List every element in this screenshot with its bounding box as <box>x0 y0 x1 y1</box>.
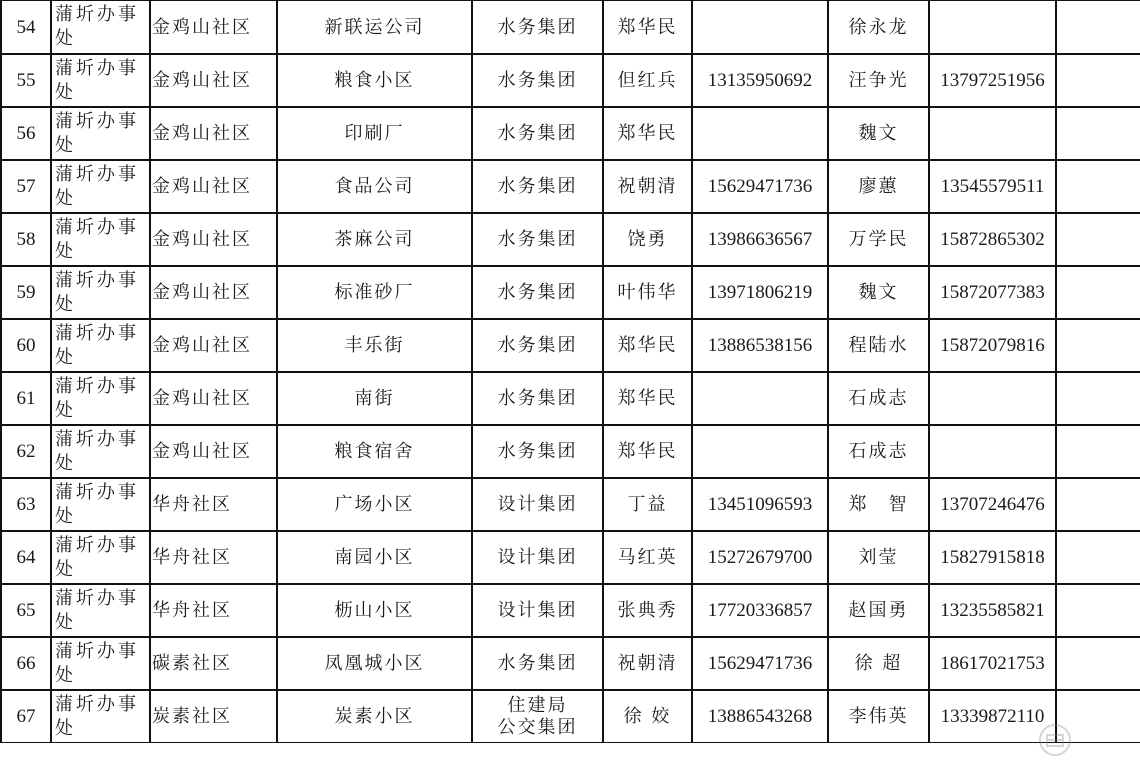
office-line-1: 蒲圻办事 <box>55 163 139 185</box>
note-cell <box>1056 54 1140 107</box>
office-line-2: 处 <box>55 187 73 209</box>
leader-phone-cell <box>692 425 828 478</box>
contact-phone-cell: 15872079816 <box>929 319 1056 372</box>
office-cell <box>51 584 150 637</box>
leader-cell: 祝朝清 <box>603 160 692 213</box>
contact-phone-cell: 15872865302 <box>929 213 1056 266</box>
unit-cell: 水务集团 <box>472 266 603 319</box>
leader-cell: 但红兵 <box>603 54 692 107</box>
row-number: 56 <box>1 107 51 160</box>
contact-cell: 李伟英 <box>828 690 929 743</box>
leader-cell: 徐 姣 <box>603 690 692 743</box>
table-row <box>1 1 1140 55</box>
unit-line: 住建局 <box>507 694 568 716</box>
row-number: 57 <box>1 160 51 213</box>
contact-phone-cell <box>929 107 1056 160</box>
office-cell <box>51 54 150 107</box>
contact-phone-cell: 13339872110 <box>929 690 1056 743</box>
note-cell <box>1056 478 1140 531</box>
leader-phone-cell: 15629471736 <box>692 637 828 690</box>
office-line-1: 蒲圻办事 <box>55 57 139 79</box>
unit-cell: 设计集团 <box>472 531 603 584</box>
note-cell <box>1056 637 1140 690</box>
table-row <box>1 637 1140 690</box>
row-number: 63 <box>1 478 51 531</box>
leader-phone-cell: 13135950692 <box>692 54 828 107</box>
leader-phone-cell: 17720336857 <box>692 584 828 637</box>
table-row <box>1 319 1140 372</box>
table-row <box>1 107 1140 160</box>
office-line-1: 蒲圻办事 <box>55 534 139 556</box>
contact-phone-cell: 13797251956 <box>929 54 1056 107</box>
note-cell <box>1056 425 1140 478</box>
note-cell <box>1056 319 1140 372</box>
row-number: 54 <box>1 1 51 55</box>
community-cell: 华舟社区 <box>150 478 277 531</box>
table-body <box>1 1 1140 743</box>
office-cell <box>51 160 150 213</box>
community-cell: 金鸡山社区 <box>150 372 277 425</box>
watermark <box>1038 720 1134 760</box>
leader-phone-cell: 13986636567 <box>692 213 828 266</box>
estate-cell: 标准砂厂 <box>277 266 472 319</box>
leader-phone-cell: 15272679700 <box>692 531 828 584</box>
estate-cell: 茶麻公司 <box>277 213 472 266</box>
community-cell: 炭素社区 <box>150 690 277 743</box>
contact-cell: 赵国勇 <box>828 584 929 637</box>
office-cell <box>51 425 150 478</box>
leader-phone-cell: 13886543268 <box>692 690 828 743</box>
contact-cell: 石成志 <box>828 372 929 425</box>
table-row <box>1 531 1140 584</box>
office-cell <box>51 213 150 266</box>
note-cell <box>1056 160 1140 213</box>
contact-phone-cell: 15872077383 <box>929 266 1056 319</box>
unit-cell <box>472 690 603 743</box>
table-row <box>1 478 1140 531</box>
estate-cell: 粮食小区 <box>277 54 472 107</box>
office-line-2: 处 <box>55 399 73 421</box>
table-row <box>1 372 1140 425</box>
contact-cell: 石成志 <box>828 425 929 478</box>
note-cell <box>1056 531 1140 584</box>
office-line-1: 蒲圻办事 <box>55 481 139 503</box>
row-number: 67 <box>1 690 51 743</box>
estate-cell: 南街 <box>277 372 472 425</box>
table-row <box>1 425 1140 478</box>
community-cell: 金鸡山社区 <box>150 107 277 160</box>
row-number: 60 <box>1 319 51 372</box>
leader-phone-cell <box>692 372 828 425</box>
contact-phone-cell <box>929 425 1056 478</box>
community-cell: 华舟社区 <box>150 584 277 637</box>
office-line-2: 处 <box>55 505 73 527</box>
leader-cell: 郑华民 <box>603 107 692 160</box>
unit-cell: 水务集团 <box>472 372 603 425</box>
contact-phone-cell <box>929 372 1056 425</box>
row-number: 59 <box>1 266 51 319</box>
community-cell: 金鸡山社区 <box>150 319 277 372</box>
row-number: 66 <box>1 637 51 690</box>
office-line-2: 处 <box>55 81 73 103</box>
contact-cell: 魏文 <box>828 107 929 160</box>
office-cell <box>51 1 150 55</box>
unit-cell: 水务集团 <box>472 425 603 478</box>
table-row <box>1 266 1140 319</box>
unit-cell: 水务集团 <box>472 637 603 690</box>
estate-cell: 新联运公司 <box>277 1 472 55</box>
community-cell: 金鸡山社区 <box>150 54 277 107</box>
office-line-1: 蒲圻办事 <box>55 216 139 238</box>
leader-phone-cell: 13971806219 <box>692 266 828 319</box>
office-cell <box>51 478 150 531</box>
estate-cell: 南园小区 <box>277 531 472 584</box>
leader-cell: 饶勇 <box>603 213 692 266</box>
office-cell <box>51 372 150 425</box>
office-line-1: 蒲圻办事 <box>55 640 139 662</box>
note-cell <box>1056 372 1140 425</box>
community-cell: 华舟社区 <box>150 531 277 584</box>
contact-cell: 廖蕙 <box>828 160 929 213</box>
contact-phone-cell: 13545579511 <box>929 160 1056 213</box>
row-number: 62 <box>1 425 51 478</box>
row-number: 58 <box>1 213 51 266</box>
contact-phone-cell: 13707246476 <box>929 478 1056 531</box>
note-cell <box>1056 266 1140 319</box>
leader-cell: 郑华民 <box>603 372 692 425</box>
community-cell: 金鸡山社区 <box>150 1 277 55</box>
office-cell <box>51 531 150 584</box>
leader-cell: 叶伟华 <box>603 266 692 319</box>
community-cell: 金鸡山社区 <box>150 266 277 319</box>
row-number: 61 <box>1 372 51 425</box>
row-number: 55 <box>1 54 51 107</box>
unit-cell: 水务集团 <box>472 213 603 266</box>
office-line-2: 处 <box>55 664 73 686</box>
leader-cell: 郑华民 <box>603 1 692 55</box>
unit-cell: 设计集团 <box>472 478 603 531</box>
office-line-1: 蒲圻办事 <box>55 693 139 715</box>
estate-cell: 广场小区 <box>277 478 472 531</box>
community-cell: 金鸡山社区 <box>150 160 277 213</box>
leader-cell: 丁益 <box>603 478 692 531</box>
row-number: 64 <box>1 531 51 584</box>
note-cell <box>1056 1 1140 55</box>
contact-phone-cell: 18617021753 <box>929 637 1056 690</box>
office-line-2: 处 <box>55 134 73 156</box>
leader-phone-cell <box>692 1 828 55</box>
community-cell: 金鸡山社区 <box>150 425 277 478</box>
office-line-2: 处 <box>55 240 73 262</box>
office-line-2: 处 <box>55 452 73 474</box>
note-cell <box>1056 584 1140 637</box>
unit-cell: 设计集团 <box>472 584 603 637</box>
contact-cell: 徐永龙 <box>828 1 929 55</box>
leader-phone-cell: 13451096593 <box>692 478 828 531</box>
office-line-1: 蒲圻办事 <box>55 375 139 397</box>
office-line-1: 蒲圻办事 <box>55 110 139 132</box>
table-row <box>1 584 1140 637</box>
office-line-1: 蒲圻办事 <box>55 4 139 25</box>
contact-cell: 万学民 <box>828 213 929 266</box>
office-line-1: 蒲圻办事 <box>55 322 139 344</box>
contact-phone-cell: 13235585821 <box>929 584 1056 637</box>
leader-phone-cell <box>692 107 828 160</box>
estate-cell: 丰乐街 <box>277 319 472 372</box>
contact-cell: 徐 超 <box>828 637 929 690</box>
office-cell <box>51 319 150 372</box>
estate-cell: 印刷厂 <box>277 107 472 160</box>
office-cell <box>51 637 150 690</box>
community-cell: 金鸡山社区 <box>150 213 277 266</box>
contact-cell: 郑 智 <box>828 478 929 531</box>
table-row <box>1 690 1140 743</box>
leader-phone-cell: 13886538156 <box>692 319 828 372</box>
unit-cell: 水务集团 <box>472 107 603 160</box>
office-line-1: 蒲圻办事 <box>55 587 139 609</box>
office-line-2: 处 <box>55 558 73 580</box>
office-line-1: 蒲圻办事 <box>55 269 139 291</box>
contact-phone-cell <box>929 1 1056 55</box>
note-cell <box>1056 213 1140 266</box>
estate-cell: 炭素小区 <box>277 690 472 743</box>
table-row <box>1 160 1140 213</box>
office-line-2: 处 <box>55 293 73 315</box>
contact-phone-cell: 15827915818 <box>929 531 1056 584</box>
unit-cell: 水务集团 <box>472 1 603 55</box>
office-line-2: 处 <box>55 28 73 49</box>
estate-cell: 粮食宿舍 <box>277 425 472 478</box>
unit-line: 公交集团 <box>497 716 578 738</box>
leader-cell: 祝朝清 <box>603 637 692 690</box>
contact-cell: 魏文 <box>828 266 929 319</box>
leader-cell: 马红英 <box>603 531 692 584</box>
row-number: 65 <box>1 584 51 637</box>
unit-cell: 水务集团 <box>472 160 603 213</box>
leader-cell: 张典秀 <box>603 584 692 637</box>
leader-cell: 郑华民 <box>603 319 692 372</box>
watermark-logo-icon <box>1038 723 1072 757</box>
contact-cell: 刘莹 <box>828 531 929 584</box>
note-cell <box>1056 107 1140 160</box>
office-line-2: 处 <box>55 346 73 368</box>
office-line-2: 处 <box>55 717 73 739</box>
leader-phone-cell: 15629471736 <box>692 160 828 213</box>
office-line-1: 蒲圻办事 <box>55 428 139 450</box>
unit-cell: 水务集团 <box>472 319 603 372</box>
office-cell <box>51 266 150 319</box>
contact-cell: 汪争光 <box>828 54 929 107</box>
estate-cell: 食品公司 <box>277 160 472 213</box>
community-cell: 碳素社区 <box>150 637 277 690</box>
table-row <box>1 54 1140 107</box>
unit-cell: 水务集团 <box>472 54 603 107</box>
leader-cell: 郑华民 <box>603 425 692 478</box>
estate-cell: 枥山小区 <box>277 584 472 637</box>
office-cell <box>51 690 150 743</box>
office-cell <box>51 107 150 160</box>
contact-cell: 程陆水 <box>828 319 929 372</box>
table-row <box>1 213 1140 266</box>
estate-cell: 凤凰城小区 <box>277 637 472 690</box>
office-line-2: 处 <box>55 611 73 633</box>
